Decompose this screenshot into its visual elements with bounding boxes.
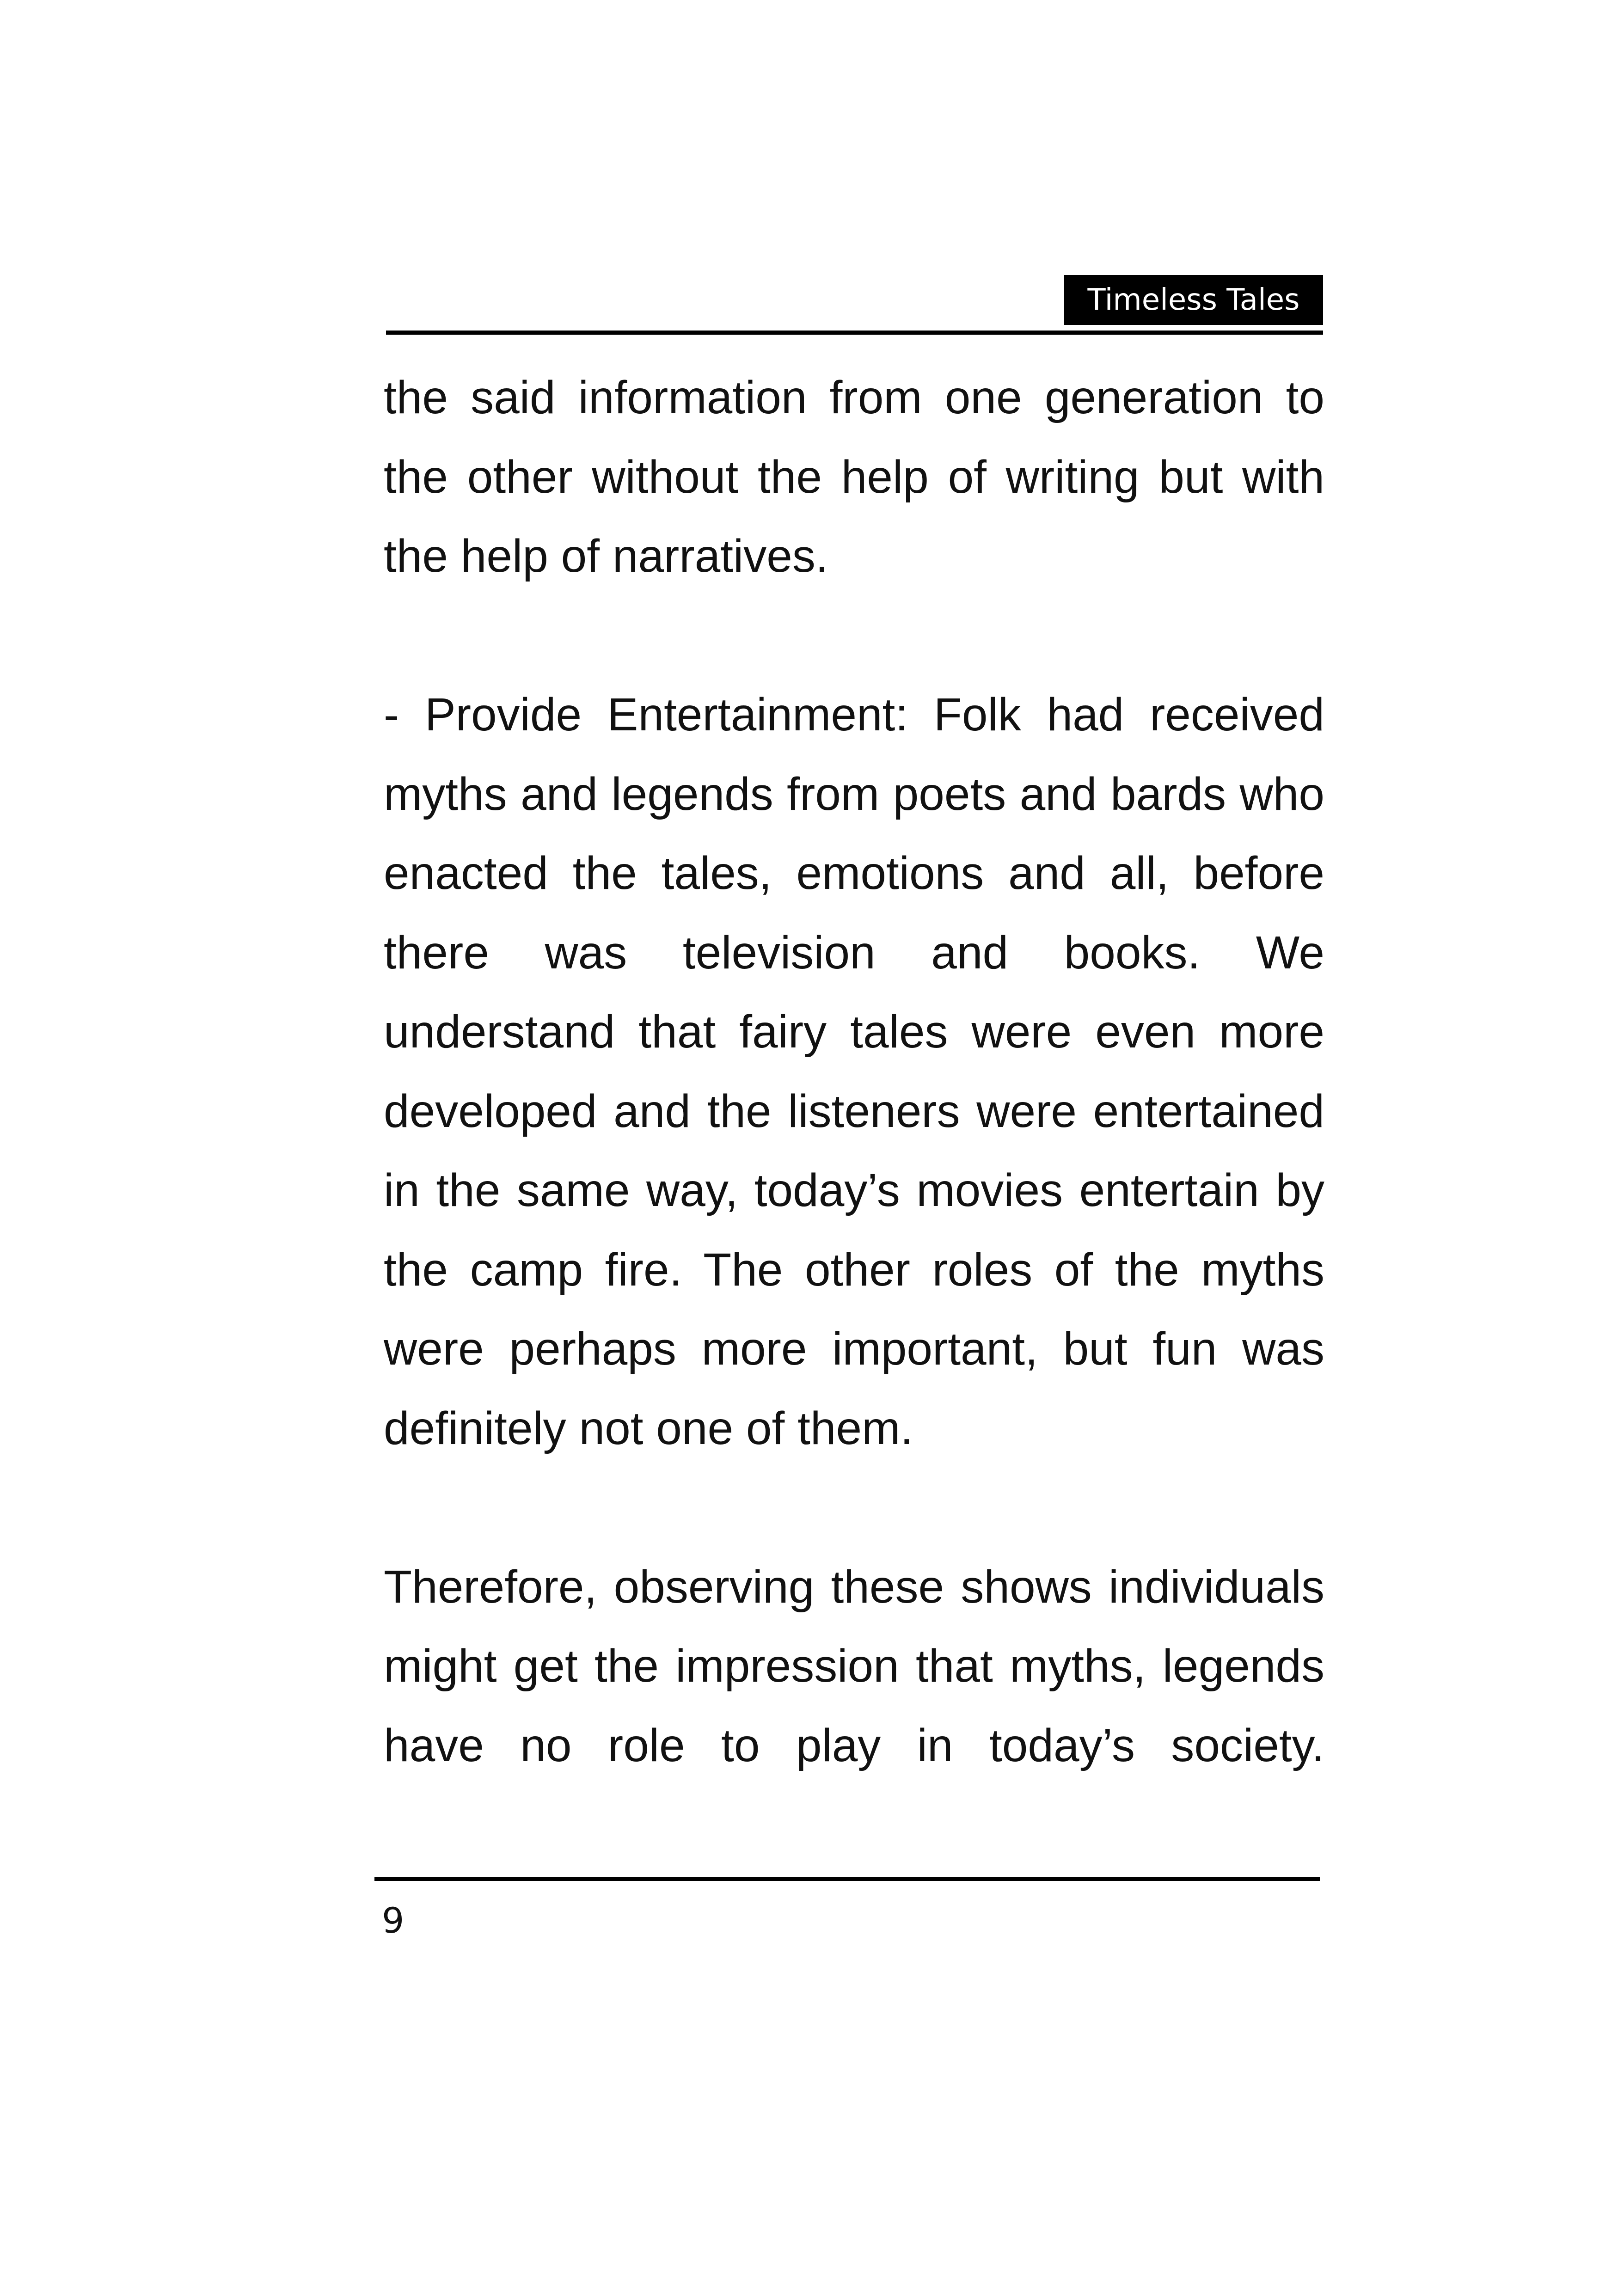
footer-divider bbox=[374, 1877, 1320, 1881]
body-line: were perhaps more important, but fun was bbox=[384, 1323, 1324, 1375]
body-line: might get the impression that myths, legends bbox=[384, 1640, 1324, 1692]
body-line: understand that fairy tales were even more bbox=[384, 1006, 1324, 1058]
page-body bbox=[384, 358, 1324, 1785]
header-divider bbox=[386, 331, 1323, 335]
body-line: the camp fire. The other roles of the myths bbox=[384, 1243, 1324, 1296]
running-header-title: Timeless Tales bbox=[1064, 275, 1323, 325]
paragraph-break bbox=[384, 1468, 1324, 1548]
body-line: myths and legends from poets and bards who bbox=[384, 768, 1324, 820]
body-line: - Provide Entertainment: Folk had received bbox=[384, 689, 1324, 741]
body-line: Therefore, observing these shows individuals bbox=[384, 1561, 1324, 1613]
page-number: 9 bbox=[382, 1900, 404, 1941]
body-line: the said information from one generation to bbox=[384, 372, 1324, 423]
body-line: definitely not one of them. bbox=[384, 1402, 913, 1454]
body-line: developed and the listeners were entertained bbox=[384, 1085, 1324, 1137]
body-line: there was television and books. We bbox=[384, 926, 1324, 979]
body-line: enacted the tales, emotions and all, before bbox=[384, 847, 1324, 899]
body-line: the help of narratives. bbox=[384, 530, 828, 582]
body-line: the other without the help of writing but with bbox=[384, 451, 1324, 503]
paragraph-break bbox=[384, 596, 1324, 676]
body-line: in the same way, today’s movies entertain by bbox=[384, 1164, 1324, 1216]
body-line: have no role to play in today’s society. bbox=[384, 1719, 1324, 1771]
